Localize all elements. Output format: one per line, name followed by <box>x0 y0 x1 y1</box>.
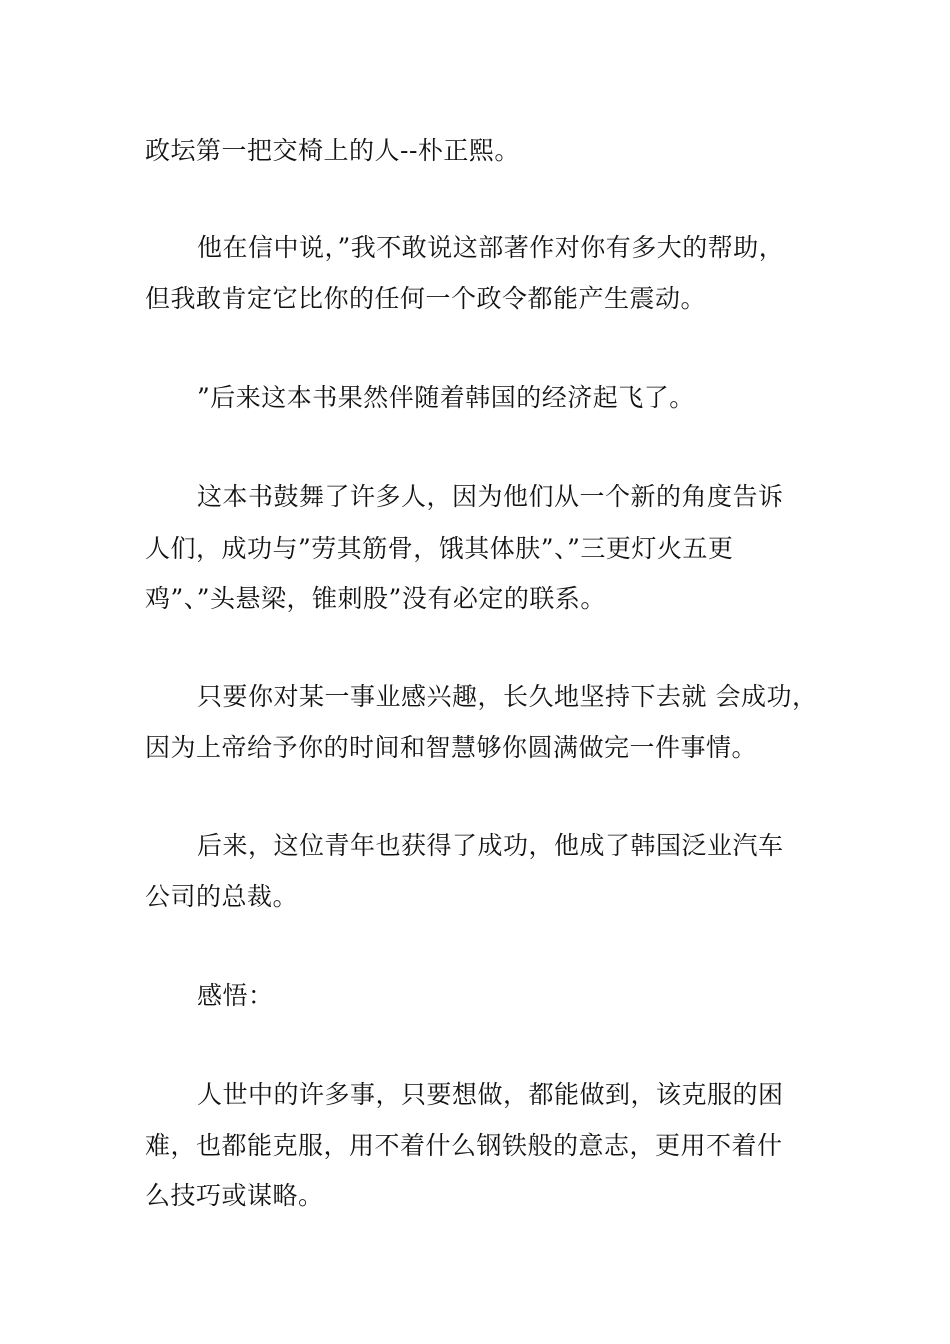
paragraph-line: 这本书鼓舞了许多人，因为他们从一个新的角度告诉 <box>197 482 784 511</box>
paragraph-line: 公司的总裁。 <box>145 882 299 911</box>
paragraph-line: 鸡”、”头悬梁，锥刺股”没有必定的联系。 <box>145 584 606 613</box>
paragraph-line: 难，也都能克服，用不着什么钢铁般的意志，更用不着什 <box>145 1131 783 1160</box>
paragraph-line: 但我敢肯定它比你的任何一个政令都能产生震动。 <box>145 284 707 313</box>
paragraph-line: 只要你对某一事业感兴趣，长久地坚持下去就 会成功， <box>197 682 818 711</box>
paragraph-line: 后来，这位青年也获得了成功，他成了韩国泛业汽车 <box>197 831 784 860</box>
paragraph-line: 政坛第一把交椅上的人--朴正熙。 <box>145 136 520 165</box>
paragraph-line: 因为上帝给予你的时间和智慧够你圆满做完一件事情。 <box>145 733 758 762</box>
paragraph-line: 么技巧或谋略。 <box>145 1181 324 1210</box>
paragraph-line: 人们，成功与”劳其筋骨，饿其体肤”、”三更灯火五更 <box>145 534 734 563</box>
paragraph-line: 他在信中说，”我不敢说这部著作对你有多大的帮助， <box>197 233 785 262</box>
paragraph-line: 人世中的许多事，只要想做，都能做到，该克服的困 <box>197 1080 784 1109</box>
paragraph-line: 感悟： <box>197 981 274 1010</box>
paragraph-line: ”后来这本书果然伴随着韩国的经济起飞了。 <box>197 383 695 412</box>
